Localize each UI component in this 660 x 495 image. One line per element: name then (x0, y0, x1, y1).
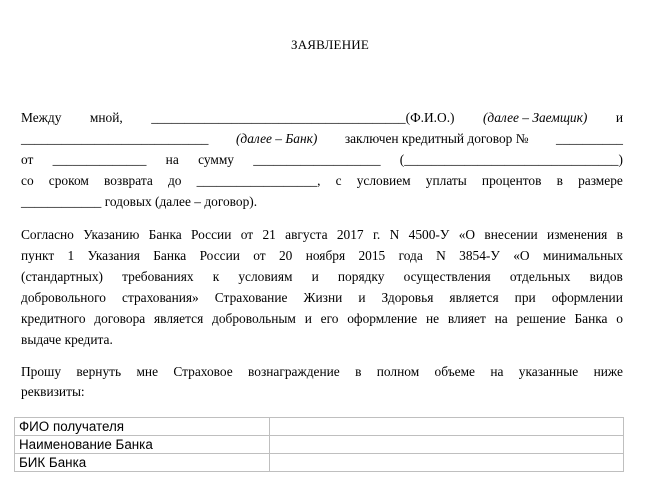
p1-line-3: от ______________ на сумму ___________________ (________________________________) (21, 152, 623, 167)
requisites-table (14, 417, 624, 472)
requisite-value-bank-name[interactable] (270, 436, 624, 454)
p2-line-1: Согласно Указанию Банка России от 21 августа 2017 г. N 4500-У «О внесении изменения в (21, 227, 623, 242)
table-row (15, 436, 624, 454)
requisite-value-bik[interactable] (270, 454, 624, 472)
p1-line-5: ____________ годовых (далее – договор). (21, 194, 258, 209)
table-row (15, 418, 624, 436)
p2-line-4: добровольного страхования» Страхование Жизни и Здоровья является при оформлении (21, 290, 623, 305)
document-title: ЗАЯВЛЕНИЕ (290, 37, 370, 52)
requisite-label-recipient: ФИО получателя (15, 418, 270, 436)
table-row (15, 454, 624, 472)
requisite-label-bik: БИК Банка (15, 454, 270, 472)
p1-line-4: со сроком возврата до __________________, с условием уплаты процентов в размере (21, 173, 623, 188)
p2-line-2: пункт 1 Указания Банка России от 20 ноября 2015 года N 3854-У «О минимальных (21, 248, 623, 263)
requisite-value-recipient[interactable] (270, 418, 624, 436)
p2-line-6: выдаче кредита. (21, 332, 113, 347)
requisite-label-bank-name: Наименование Банка (15, 436, 270, 454)
p1-line-1: Между мной, ______________________________________(Ф.И.О.) (далее – Заемщик) и (21, 110, 623, 125)
p2-line-3: (стандартных) требованиях к условиям и порядку осуществления отдельных видов (21, 269, 623, 284)
p3-line-1: Прошу вернуть мне Страховое вознаграждение в полном объеме на указанные ниже (21, 364, 623, 379)
p3-line-2: реквизиты: (21, 384, 85, 399)
p2-line-5: кредитного договора является добровольным и его оформление не влияет на решение Банка о (21, 311, 623, 326)
p1-line-2: ____________________________ (далее – Банк) заключен кредитный договор № __________ (21, 131, 623, 146)
